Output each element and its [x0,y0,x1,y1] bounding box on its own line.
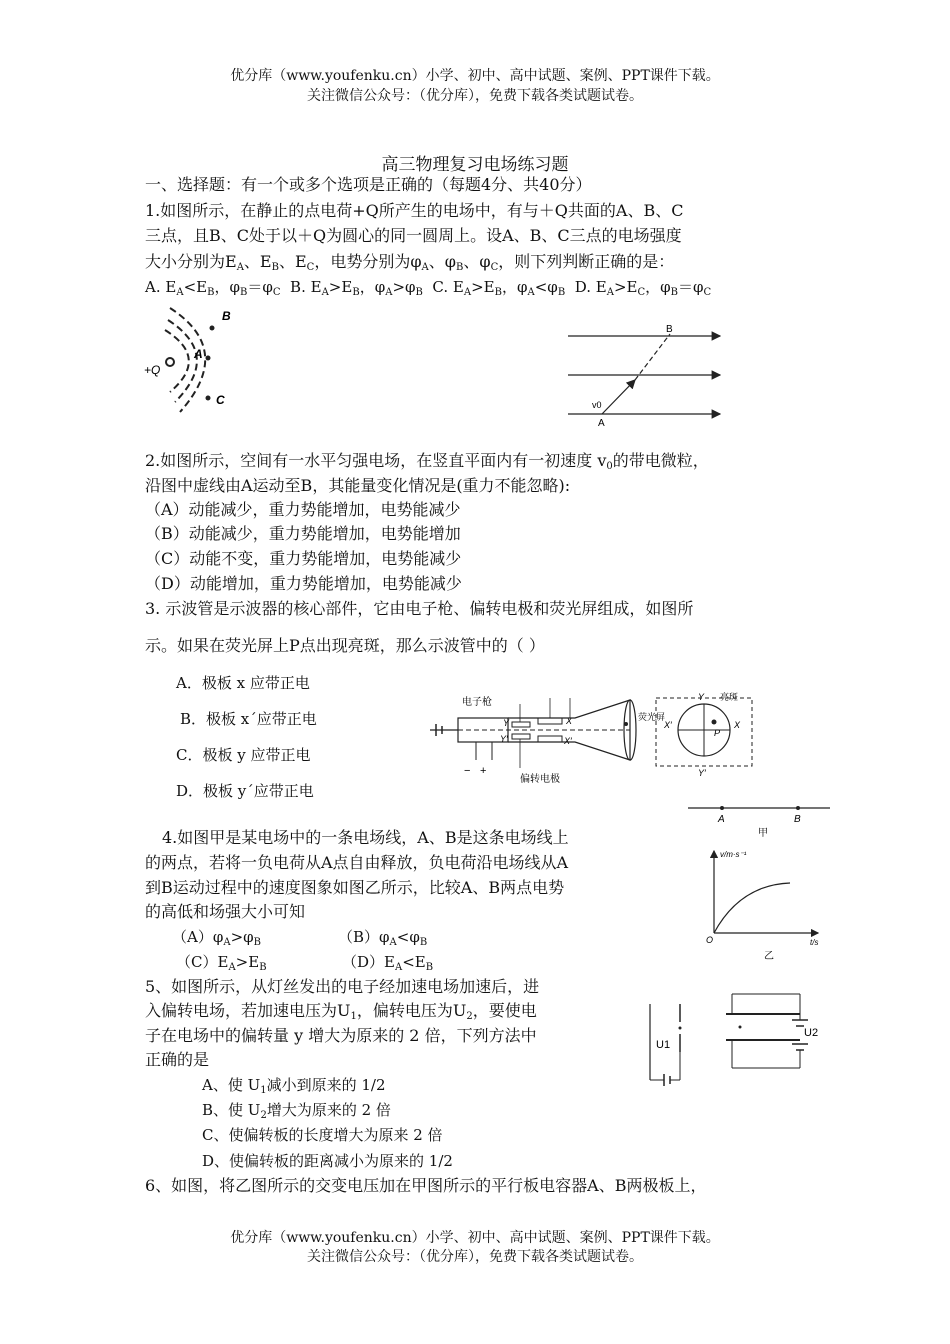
label-x-prime-screen: X′ [664,720,672,730]
q3-line-1: 3. 示波管是示波器的核心部件，它由电子枪、偏转电极和荧光屏组成，如图所 [145,599,694,618]
label-yi: 乙 [764,951,774,962]
label-x-screen: X [734,720,741,730]
point-a [720,806,724,810]
label-y-prime-screen: Y′ [698,768,706,778]
q5-option-a: A、使 $U_1$减小到原来的 1/2 [202,1076,386,1096]
label-y-screen: Y [698,692,705,702]
q1-option-b: B. $E_A>E_B$，$\varphi_A>\varphi_B$ [290,278,423,298]
label-q: +Q [144,363,161,377]
velocity-curve [714,883,790,933]
label-x-prime: X′ [564,736,572,746]
label-v0: v0 [592,400,602,410]
q2-option-c: （C）动能不变，重力势能增加，电势能减少 [145,549,462,568]
q4-option-d: $(D)E_A<E_B$ [342,953,434,973]
label-o: O [706,935,714,945]
label-b: B [794,814,801,825]
plate-y-prime [512,734,530,739]
footer-line-2: 关注微信公众号：（优分库），免费下载各类试题试卷。 [307,1249,643,1265]
header-line-1: 优分库（www.youfenku.cn）小学、初中、高中试题、案例、PPT课件下载。 [230,68,720,84]
label-gun: 电子枪 [462,697,492,708]
q4-option-b: $(B)\varphi_A<\varphi_B$ [338,928,428,948]
q1-option-c: C. $E_A>E_B$，$\varphi_A<\varphi_B$ [432,278,566,298]
footer-line-1: 优分库（www.youfenku.cn）小学、初中、高中试题、案例、PPT课件下载。 [230,1230,720,1246]
q3-option-d: D．极板 y´应带正电 [176,782,314,800]
header-line-2: 关注微信公众号：（优分库），免费下载各类试题试卷。 [307,88,643,104]
q4-option-a: $(A)\varphi_A>\varphi_B$ [172,928,262,948]
q4-line-1: 4.如图甲是某电场中的一条电场线，A、B是这条电场线上 [162,828,569,847]
q4-velocity-graph [700,845,830,965]
q5-option-b: B、使 $U_2$增大为原来的 2 倍 [202,1101,391,1121]
q2-option-d: （D）动能增加，重力势能增加，电势能减少 [145,574,462,593]
q2-uniform-field-figure [560,320,730,430]
plate-x-prime [538,736,562,742]
q3-option-c: C．极板 y 应带正电 [176,746,311,764]
label-spot: 亮斑 [720,692,739,702]
trajectory-dashed [635,334,670,380]
field-arc-inner [165,330,189,392]
point-b [210,326,215,331]
label-u1: U1 [656,1039,671,1051]
q5-line-1: 5、如图所示，从灯丝发出的电子经加速电场加速后，进 [145,977,540,996]
label-plus: + [480,765,487,777]
q1-point-charge-figure [140,300,250,420]
label-screen: 荧光屏 [638,712,666,722]
q1-line-2: 三点，且B、C处于以＋Q为圆心的同一圆周上。设A、B、C三点的电场强度 [145,226,682,245]
q4-field-line-figure [688,800,833,840]
charge-circle [166,358,174,366]
field-arc-middle [168,320,197,402]
label-v: v/m·s⁻¹ [720,850,747,859]
q2-option-a: （A）动能减少，重力势能增加，电势能减少 [145,500,461,519]
q2-option-b: （B）动能减少，重力势能增加，电势能增加 [145,524,461,543]
label-y-prime: Y′ [500,734,508,744]
q4-line-2: 的两点，若将一负电荷从A点自由释放，负电荷沿电场线从A [145,853,569,872]
q1-options [145,275,711,299]
q3-option-b: B．极板 x´应带正电 [180,710,317,728]
plate-y [512,722,530,727]
q4-line-3: 到B运动过程中的速度图象如图乙所示，比较A、B两点电势 [145,878,565,897]
point-c [206,396,211,401]
label-u2: U2 [804,1027,819,1039]
label-a: A [598,418,605,429]
point-b [796,806,800,810]
q3-line-2: 示。如果在荧光屏上P点出现亮斑，那么示波管中的（ ） [145,636,545,655]
page-title: 高三物理复习电场练习题 [381,155,569,175]
label-p: P [714,728,721,738]
q5-line-2: 入偏转电场，若加速电压为$U_1$，偏转电压为$U_2$，要使电 [145,1001,537,1022]
plate-x [538,718,562,724]
label-b: B [222,309,231,323]
q1-option-a: A. $E_A<E_B$，$\varphi_B=\varphi_C$ [145,278,281,298]
q2-line-2: 沿图中虚线由A运动至B，其能量变化情况是(重力不能忽略): [145,476,571,495]
label-plate: 偏转电极 [520,774,560,785]
q6-line-1: 6、如图，将乙图所示的交变电压加在甲图所示的平行板电容器A、B两极板上， [145,1176,707,1195]
q2-line-1: 2.如图所示，空间有一水平匀强电场，在竖直平面内有一初速度 $v_0$的带电微粒， [145,451,709,472]
q4-option-c: $(C)E_A>E_B$ [176,953,267,973]
beam-dot-2 [739,1026,742,1029]
screen-spot [624,722,628,726]
label-minus: − [464,765,471,777]
label-y: Y [503,718,510,728]
point-a [206,356,211,361]
q4-line-4: 的高低和场强大小可知 [145,902,306,921]
q5-deflection-circuit-figure [640,990,830,1090]
label-jia: 甲 [758,828,768,839]
label-x: X [566,716,573,726]
q3-option-a: A．极板 x 应带正电 [176,674,310,692]
q5-option-d: D、使偏转板的距离减小为原来的 1/2 [202,1152,453,1170]
q1-line-1: 1.如图所示，在静止的点电荷+Q所产生的电场中，有与＋Q共面的A、B、C [145,201,684,220]
label-a: A [718,814,725,825]
trajectory-solid [602,380,635,414]
beam-dot-1 [679,1027,682,1030]
label-c: C [216,393,225,407]
q1-line-3: 大小分别为$E_A$、$E_B$、$E_C$，电势分别为$\varphi_A$、$\varphi_B$、$\varphi_C$，则下列判断正确的是： [145,252,675,273]
q5-option-c: C、使偏转板的长度增大为原来 2 倍 [202,1126,443,1144]
q1-option-d: D. $E_A>E_C$，$\varphi_B=\varphi_C$ [574,278,712,298]
q5-line-4: 正确的是 [145,1050,210,1069]
label-t: t/s [810,938,819,947]
q3-oscilloscope-tube-figure [420,688,760,788]
section-heading: 一、选择题：有一个或多个选项是正确的（每题4分、共40分） [145,175,592,194]
label-a: A [194,347,203,361]
label-b: B [666,324,673,335]
spot-p [712,720,717,725]
q5-line-3: 子在电场中的偏转量 y 增大为原来的 2 倍，下列方法中 [145,1026,537,1045]
